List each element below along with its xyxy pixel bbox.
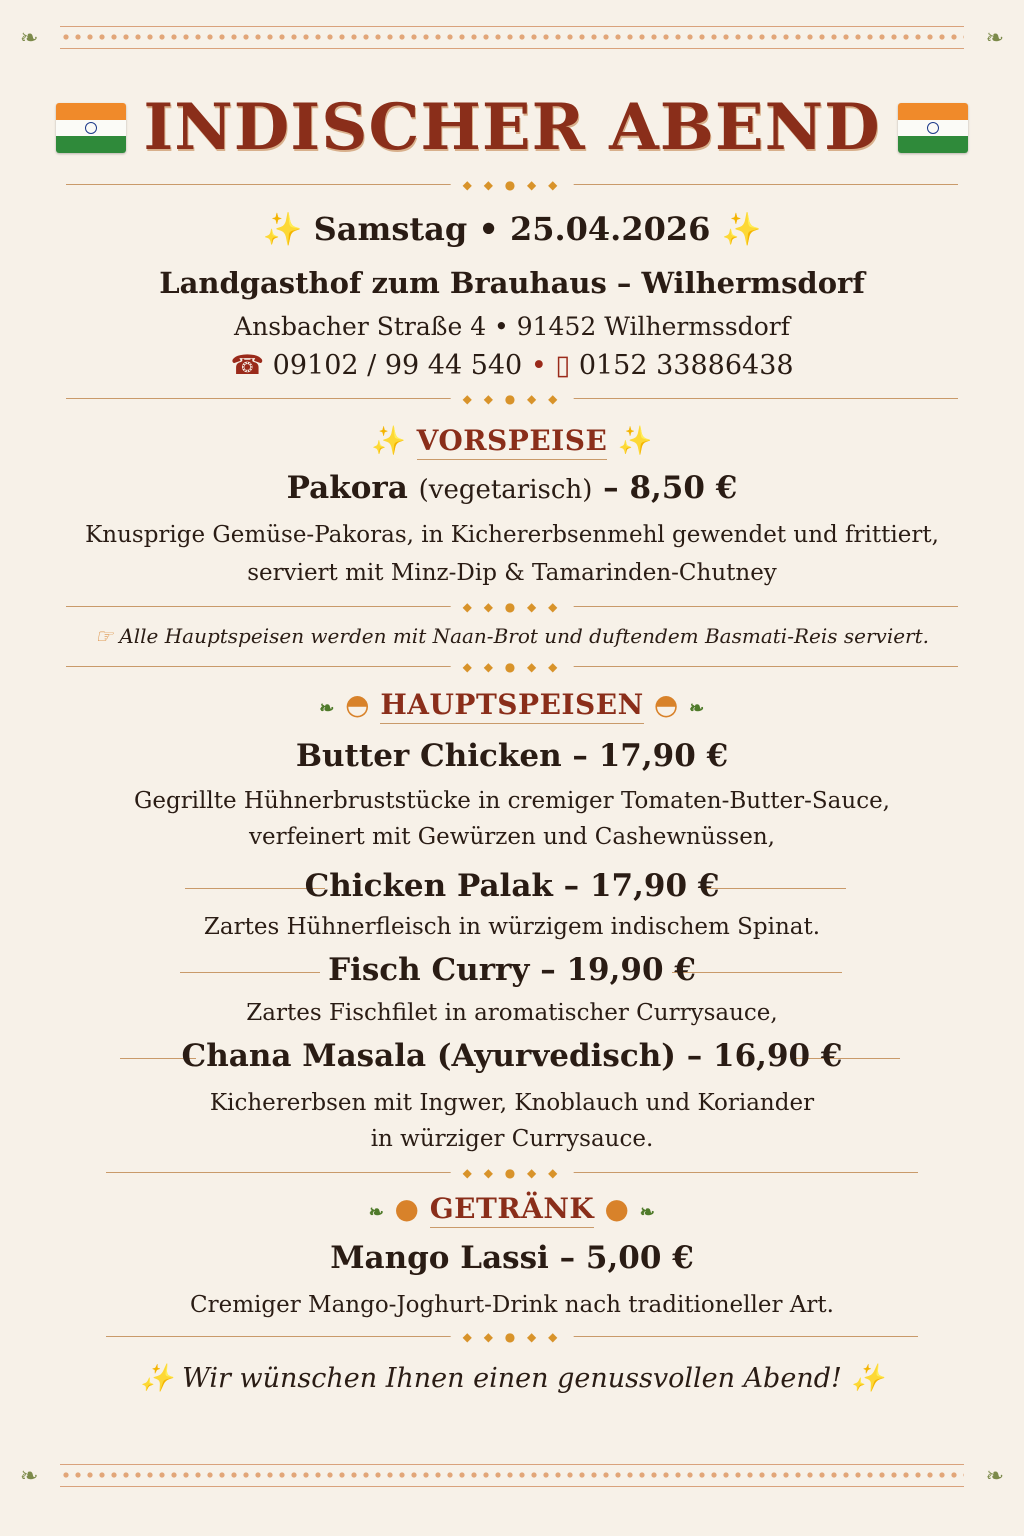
mobile-phone-icon: ▯ — [555, 350, 571, 381]
leaf-icon: ❧ — [689, 698, 705, 719]
dish-description: verfeinert mit Gewürzen und Cashewnüssen, — [249, 824, 775, 850]
sparkle-icon: ✨ — [262, 210, 303, 248]
title-row — [0, 88, 1024, 168]
event-date-row — [0, 210, 1024, 248]
curry-bowl-icon: ◓ — [653, 688, 679, 721]
section-title: GETRÄNK — [430, 1192, 595, 1228]
sparkle-icon: ✨ — [850, 1363, 885, 1394]
info-note: Alle Hauptspeisen werden mit Naan-Brot und duftendem Basmati-Reis serviert. — [119, 624, 930, 648]
divider: ◆ ◆ ● ◆ ◆ — [66, 600, 958, 614]
dish-title-butter-chicken: Butter Chicken – 17,90 € — [295, 738, 729, 774]
info-note-row — [0, 624, 1024, 648]
dish-description: Gegrillte Hühnerbruststücke in cremiger Tomaten-Butter-Sauce, — [133, 788, 890, 814]
dish-description: serviert mit Minz-Dip & Tamarinden-Chutney — [247, 560, 777, 586]
sparkle-icon: ✨ — [371, 424, 407, 457]
contact-row — [0, 350, 1024, 381]
divider: ◆ ◆ ● ◆ ◆ — [66, 178, 958, 192]
dish-title-chicken-palak: Chicken Palak – 17,90 € — [304, 868, 720, 904]
closing-message: Wir wünschen Ihnen einen genussvollen Abend! — [182, 1363, 842, 1394]
india-flag-icon — [56, 103, 126, 153]
curry-bowl-icon: ◓ — [345, 688, 371, 721]
event-date: Samstag • 25.04.2026 — [313, 210, 711, 248]
leaf-icon: ❧ — [319, 698, 335, 719]
dish-description: Cremiger Mango-Joghurt-Drink nach traditioneller Art. — [190, 1292, 834, 1318]
dish-title-chana-masala: Chana Masala (Ayurvedisch) – 16,90 € — [181, 1038, 843, 1074]
mango-icon: ● — [604, 1192, 630, 1225]
dish-description: Kichererbsen mit Ingwer, Knoblauch und Koriander — [209, 1090, 815, 1116]
section-heading-starter — [0, 424, 1024, 457]
pointing-hand-icon: ☞ — [94, 624, 113, 648]
divider: ◆ ◆ ● ◆ ◆ — [66, 660, 958, 674]
bullet-separator: • — [530, 350, 547, 381]
leaf-ornament-icon: ❧ — [985, 1464, 1004, 1489]
dish-title-pakora: Pakora (vegetarisch) – 8,50 € — [286, 470, 738, 506]
phone-icon: ☎ — [230, 350, 265, 381]
dish-description: Knusprige Gemüse-Pakoras, in Kichererbsenmehl gewendet und frittiert, — [85, 522, 939, 548]
leaf-ornament-icon: ❧ — [20, 1464, 39, 1489]
dish-description: in würziger Currysauce. — [370, 1126, 654, 1152]
venue-name: Landgasthof zum Brauhaus – Wilhermsdorf — [159, 266, 865, 300]
dish-title-mango-lassi: Mango Lassi – 5,00 € — [330, 1240, 694, 1276]
dish-description: Zartes Hühnerfleisch in würzigem indischem Spinat. — [203, 914, 821, 940]
sparkle-icon: ✨ — [139, 1363, 174, 1394]
bottom-border — [20, 1460, 1004, 1500]
dish-description: Zartes Fischfilet in aromatischer Currysauce, — [246, 1000, 778, 1026]
india-flag-icon — [898, 103, 968, 153]
sparkle-icon: ✨ — [721, 210, 762, 248]
top-border — [20, 22, 1004, 62]
divider: ◆ ◆ ● ◆ ◆ — [106, 1166, 918, 1180]
leaf-ornament-icon: ❧ — [985, 26, 1004, 51]
section-title: HAUPTSPEISEN — [380, 688, 643, 724]
divider: ◆ ◆ ● ◆ ◆ — [66, 392, 958, 406]
dish-title-fisch-curry: Fisch Curry – 19,90 € — [328, 952, 696, 988]
leaf-icon: ❧ — [639, 1202, 656, 1223]
mango-icon: ● — [394, 1192, 420, 1225]
section-heading-drink — [0, 1192, 1024, 1225]
mobile-number: 0152 33886438 — [578, 350, 794, 381]
page-title: INDISCHER ABEND — [143, 90, 881, 165]
leaf-icon: ❧ — [368, 1202, 385, 1223]
sparkle-icon: ✨ — [617, 424, 653, 457]
leaf-ornament-icon: ❧ — [20, 26, 39, 51]
phone-number: 09102 / 99 44 540 — [272, 350, 523, 381]
section-heading-mains — [0, 688, 1024, 721]
section-title: VORSPEISE — [417, 424, 608, 460]
venue-address: Ansbacher Straße 4 • 91452 Wilhermssdorf — [234, 312, 790, 341]
divider: ◆ ◆ ● ◆ ◆ — [106, 1330, 918, 1344]
closing-message-row — [0, 1362, 1024, 1394]
